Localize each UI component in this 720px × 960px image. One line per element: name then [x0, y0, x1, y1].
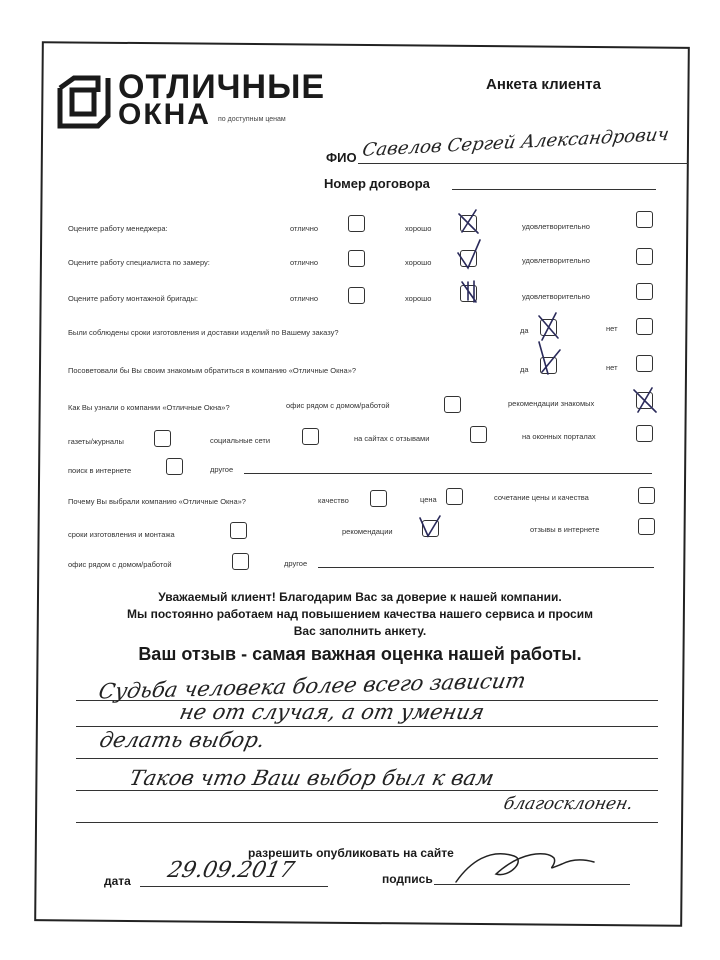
reason-option-quality: качество [318, 496, 349, 505]
rating-option-excellent: отлично [290, 258, 319, 267]
logo-text-line2: ОКНА [118, 98, 211, 131]
option-yes: да [520, 365, 529, 374]
feedback-line [76, 790, 658, 791]
date-label: дата [104, 874, 131, 888]
date-line [140, 886, 328, 887]
option-no: нет [606, 324, 618, 333]
rating-option-excellent: отлично [290, 224, 319, 233]
rating-question: Оцените работу менеджера: [68, 224, 168, 233]
logo-tagline: по доступным ценам [218, 116, 286, 123]
feedback-text-line-5[interactable]: благосклонен. [501, 794, 635, 814]
source-option-office: офис рядом с домом/работой [286, 401, 390, 410]
rating-question: Оцените работу специалиста по замеру: [68, 258, 210, 267]
rating-option-good: хорошо [405, 258, 432, 267]
source-option-portals: на оконных порталах [522, 432, 596, 441]
reason-option-price-quality: сочетание цены и качества [494, 493, 589, 502]
logo-text-line1: ОТЛИЧНЫЕ [118, 68, 326, 106]
reason-option-other: другое [284, 559, 308, 568]
publish-permission-label: разрешить опубликовать на сайте [248, 846, 454, 860]
feedback-headline: Ваш отзыв - самая важная оценка нашей работы. [138, 644, 582, 664]
signature-label: подпись [382, 872, 433, 886]
feedback-line [76, 822, 658, 823]
reason-option-terms: сроки изготовления и монтажа [68, 530, 175, 539]
reason-option-recommend: рекомендации [342, 527, 393, 536]
form-title: Анкета клиента [486, 76, 601, 93]
source-question: Как Вы узнали о компании «Отличные Окна»? [68, 403, 230, 412]
option-yes: да [520, 326, 529, 335]
source-option-review-sites: на сайтах с отзывами [354, 434, 430, 443]
rating-option-satisfactory: удовлетворительно [522, 256, 590, 265]
source-option-other: другое [210, 465, 234, 474]
fio-label: ФИО [326, 150, 357, 165]
rating-option-good: хорошо [405, 224, 432, 233]
feedback-text-line-4[interactable]: Таков что Ваш выбор был к вам [127, 766, 497, 790]
feedback-line [76, 726, 658, 727]
source-option-magazines: газеты/журналы [68, 437, 124, 446]
fio-handwritten[interactable]: Савелов Сергей Александрович [360, 124, 671, 161]
date-handwritten[interactable]: 29.09.2017 [165, 858, 297, 883]
contract-label: Номер договора [324, 176, 430, 191]
reason-option-reviews: отзывы в интернете [530, 525, 600, 534]
rating-question: Оцените работу монтажной бригады: [68, 294, 198, 303]
reason-option-office: офис рядом с домом/работой [68, 560, 172, 569]
thanks-line-1: Уважаемый клиент! Благодарим Вас за доверие к нашей компании. [158, 590, 562, 604]
feedback-line [76, 758, 658, 759]
feedback-text-line-2[interactable]: не от случая, а от умения [177, 700, 487, 724]
feedback-text-line-1[interactable]: Судьба человека более всего зависит [96, 668, 528, 704]
handwritten-signature [450, 842, 600, 892]
option-no: нет [606, 363, 618, 372]
feedback-text-line-3[interactable]: делать выбор. [97, 728, 268, 752]
thanks-line-2: Мы постоянно работаем над повышением качества нашего сервиса и просим [127, 607, 593, 621]
source-option-social: социальные сети [210, 436, 271, 445]
yesno-question: Посоветовали бы Вы своим знакомым обратиться в компанию «Отличные Окна»? [68, 366, 357, 375]
rating-option-satisfactory: удовлетворительно [522, 292, 590, 301]
rating-option-satisfactory: удовлетворительно [522, 222, 590, 231]
rating-option-good: хорошо [405, 294, 432, 303]
source-option-search: поиск в интернете [68, 466, 132, 475]
thanks-line-3: Вас заполнить анкету. [293, 624, 427, 638]
yesno-question: Были соблюдены сроки изготовления и доставки изделий по Вашему заказу? [68, 328, 339, 337]
reason-option-price: цена [420, 495, 437, 504]
reason-question: Почему Вы выбрали компанию «Отличные Окна»? [68, 497, 246, 506]
rating-option-excellent: отлично [290, 294, 319, 303]
source-option-recommend: рекомендации знакомых [508, 399, 595, 408]
